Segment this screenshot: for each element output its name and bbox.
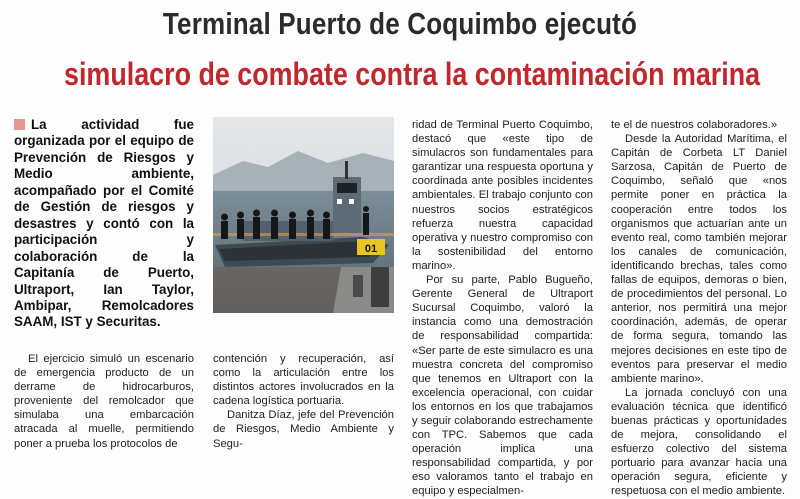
lead-marker-square [14,119,25,130]
boat-photo-illustration [213,117,394,313]
lead-text: La actividad fue organizada por el equipo de Prevención de Riesgos y Medio ambiente, acompañado por el Comité de Gestión de riesgos y desastres y contó con la participación y colaboración de la Capitanía de Puerto, Ultraport, Ian Taylor, Ambipar, Remolcadores SAAM, IST y Securitas. [14,117,194,330]
col2-paragraph-1: contención y recuperación, así como la articulación entre los distintos actores involucrados en la cadena logística portuaria. [213,353,394,408]
lead-paragraph [14,117,194,331]
headline-line-2: simulacro de combate contra la contaminación marina [64,56,761,92]
column-3 [412,118,593,499]
col3-quote-part-2: El trabajo conjunto con nuestros socios estratégicos refuerza nuestra capacidad operativa y nuestro compromiso con la sostenibilidad del entorno marino». [412,189,593,272]
col1-paragraph: El ejercicio simuló un escenario de emergencia producto de un derrame de hidrocarburos, proveniente del remolcador que simulaba una embarcación atracada al muelle, permitiendo poner a prueba los protocolos de [14,353,194,450]
column-4 [611,118,787,499]
headline-line-1: Terminal Puerto de Coquimbo ejecutó [162,6,638,41]
col4-paragraph-3: La jornada concluyó con una evaluación técnica que identificó buenas prácticas y oportunidades de mejora, consolidando el esfuerzo colectivo del sistema portuario para avanzar hacia una operación segura, eficiente y respetuosa con el medio ambiente. [611,386,787,498]
boat-number: 01 [364,243,378,255]
column-1 [14,352,194,451]
col3-pablo-quote: «Ser parte de este simulacro es una muestra concreta del compromiso que tenemos en Ultraport con la excelencia operacional, con cuidar los entornos en los que trabajamos y seguir colaborando estrechamente con TPC. Sabemos que cada operación implica una responsabilidad compartida, y por eso valoramos tanto el trabajo en equipo y especialmen- [412,344,593,498]
article-photo [213,117,394,313]
col4-paragraph-1: te el de nuestros colaboradores.» [611,119,778,131]
col3-quote-part-1: ridad de Terminal Puerto Coquimbo, destacó que «este tipo de simulacros son fundamentales para garantizar una respuesta oportuna y coordinada ante posibles incidentes ambientales. [412,119,593,202]
pier-bollards [333,267,394,313]
col3-pablo-intro: Por su parte, Pablo Bugueño, Gerente General de Ultraport Sucursal Coquimbo, valoró la instancia como una demostración de responsabilidad compartida: [412,274,593,343]
col4-paragraph-2: Desde la Autoridad Marítima, el Capitán de Corbeta LT Daniel Sarzosa, Capitán de Puerto de Coquimbo, señaló que «nos permite poner en práctica la cooperación entre todos los organismos que actuarían ante un evento real, como también mejorar los canales de comunicación, identificando brechas, tales como fallas de equipos, demoras o bien, de procedimientos del personal. Lo anterior, nos permitirá una mejor coordinación, además, de operar de forma segura, tomando las mejores decisiones en este tipo de eventos para preservar el medio ambiente marino». [611,133,787,385]
col2-paragraph-2: Danitza Díaz, jefe del Prevención de Riesgos, Medio Ambiente y Segu- [213,409,394,450]
column-2 [213,352,394,451]
